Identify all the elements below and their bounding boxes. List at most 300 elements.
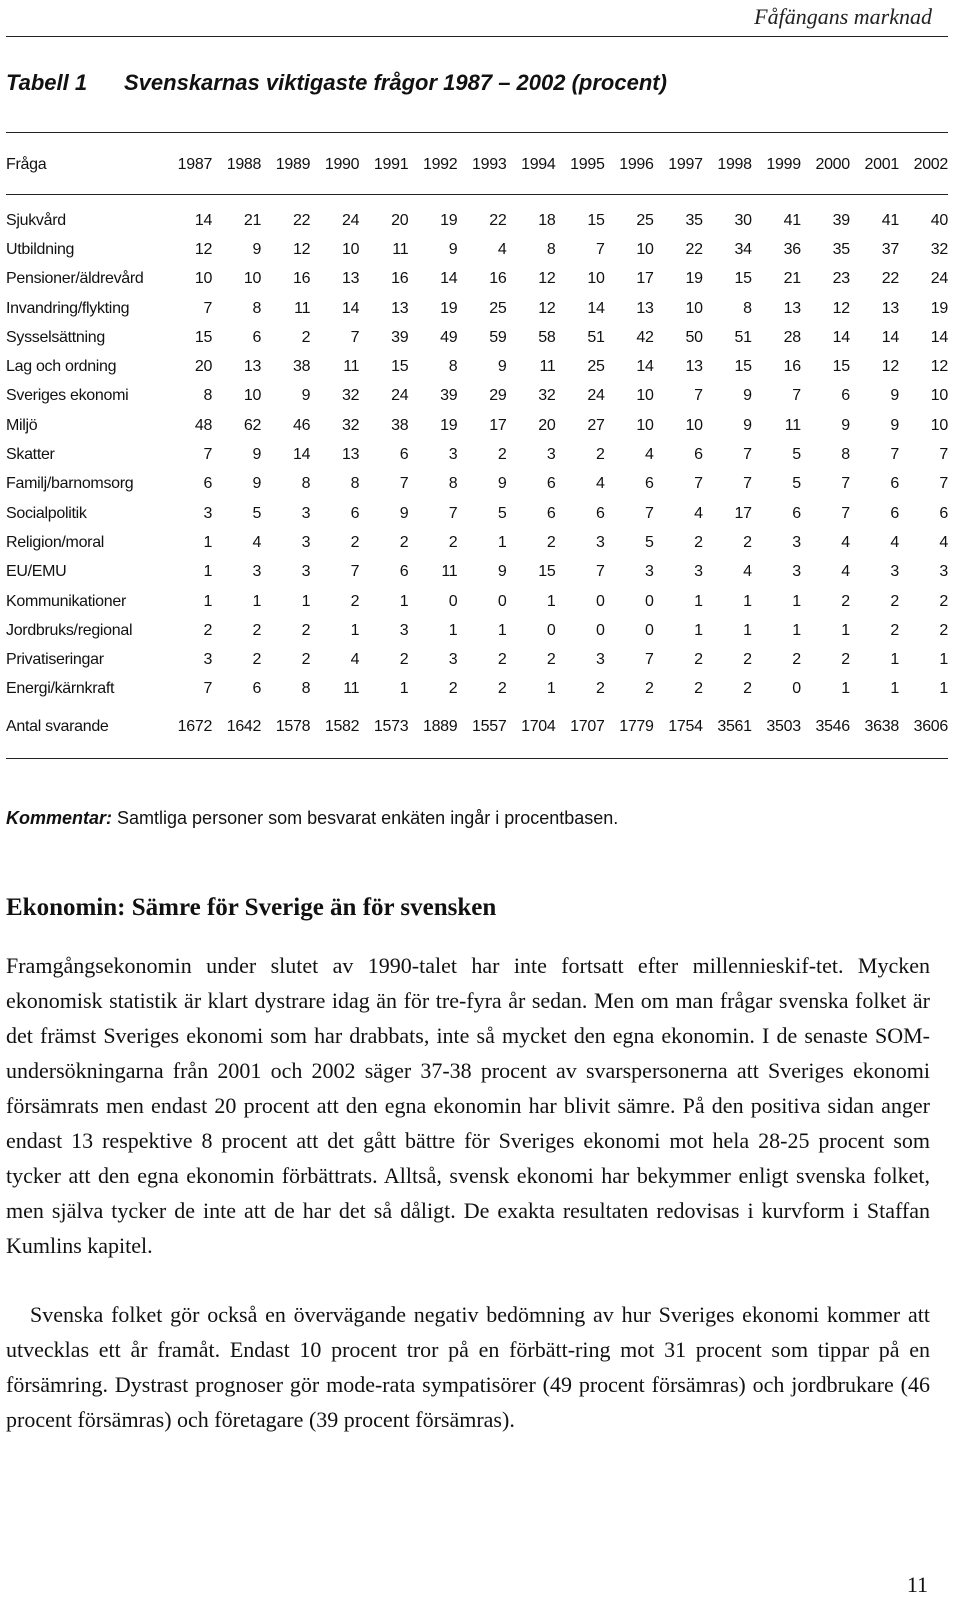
table-cell: 1	[399, 592, 409, 610]
table-cell: 4	[252, 533, 262, 551]
table-cell: 12	[930, 358, 948, 376]
row-label: Jordbruks/regional	[6, 621, 133, 639]
table-cell: 12	[538, 299, 556, 317]
table-cell: 9	[497, 358, 507, 376]
section-heading: Ekonomin: Sämre för Sverige än för svensken	[6, 894, 497, 921]
table-top-rule	[6, 132, 948, 133]
table-cell: 9	[743, 416, 752, 434]
total-cell: 1573	[373, 717, 409, 735]
table-cell: 29	[489, 387, 507, 405]
table-cell: 1	[497, 533, 507, 551]
table-cell: 2	[399, 651, 409, 669]
table-cell: 9	[743, 387, 752, 405]
table-row	[6, 265, 948, 294]
row-label: Familj/barnomsorg	[6, 475, 134, 493]
table-cell: 3	[645, 563, 654, 581]
row-label: Utbildning	[6, 240, 75, 258]
table-cell: 1	[203, 592, 213, 610]
table-cell: 1	[841, 680, 850, 698]
table-cell: 13	[783, 299, 801, 317]
table-cell: 6	[595, 504, 605, 522]
table-row	[6, 587, 948, 616]
table-cell: 7	[841, 504, 850, 522]
table-cell: 8	[301, 680, 311, 698]
table-cell: 1	[890, 651, 899, 669]
page-number: 11	[906, 1572, 928, 1597]
table-cell: 11	[784, 416, 801, 434]
table-cell: 1	[939, 680, 948, 698]
table-cell: 1	[694, 621, 703, 639]
year-header: 2002	[913, 155, 948, 173]
table-cell: 11	[294, 299, 311, 317]
table-row	[6, 206, 948, 235]
table-cell: 7	[890, 446, 899, 464]
table-cell: 38	[292, 358, 311, 376]
table-cell: 22	[685, 240, 703, 258]
table-cell: 40	[930, 211, 948, 229]
table-cell: 24	[342, 211, 360, 229]
table-cell: 6	[939, 504, 948, 522]
table-cell: 4	[350, 651, 360, 669]
table-cell: 2	[841, 592, 850, 610]
table-cell: 32	[342, 416, 360, 434]
table-cell: 15	[538, 563, 556, 581]
table-cell: 4	[841, 533, 850, 551]
table-cell: 1	[546, 680, 556, 698]
table-cell: 2	[743, 533, 752, 551]
total-cell: 1889	[422, 717, 458, 735]
year-header: 1999	[766, 155, 801, 173]
table-cell: 7	[595, 563, 605, 581]
table-total-row	[6, 712, 948, 741]
table-cell: 25	[636, 211, 654, 229]
total-cell: 3503	[766, 717, 801, 735]
table-cell: 2	[694, 651, 703, 669]
table-cell: 3	[694, 563, 703, 581]
table-cell: 13	[636, 299, 654, 317]
year-header: 1991	[373, 155, 409, 173]
table-cell: 34	[734, 240, 752, 258]
table-cell: 0	[595, 621, 605, 639]
table-cell: 5	[645, 533, 654, 551]
table-cell: 2	[546, 533, 556, 551]
table-cell: 1	[743, 592, 752, 610]
table-row	[6, 499, 948, 528]
table-body	[6, 206, 948, 704]
table-cell: 18	[538, 211, 556, 229]
table-cell: 19	[930, 299, 948, 317]
table-row	[6, 440, 948, 469]
table-cell: 39	[391, 328, 409, 346]
table-cell: 10	[930, 416, 948, 434]
table-cell: 46	[292, 416, 311, 434]
year-header: 1992	[422, 155, 458, 173]
table-cell: 2	[252, 621, 262, 639]
row-label: EU/EMU	[6, 563, 67, 581]
table-cell: 7	[350, 328, 360, 346]
table-cell: 35	[685, 211, 703, 229]
table-cell: 21	[783, 270, 801, 288]
table-cell: 9	[252, 240, 262, 258]
year-header: 1993	[472, 155, 507, 173]
table-bottom-rule	[6, 758, 948, 759]
table-cell: 16	[783, 358, 801, 376]
table-cell: 8	[252, 299, 262, 317]
table-cell: 2	[694, 533, 703, 551]
table-cell: 41	[783, 211, 801, 229]
table-cell: 21	[243, 211, 262, 229]
table-cell: 19	[440, 416, 458, 434]
table-cell: 19	[685, 270, 703, 288]
table-cell: 1	[203, 533, 213, 551]
table-cell: 4	[595, 475, 605, 493]
table-cell: 2	[890, 621, 899, 639]
total-cell: 1754	[668, 717, 703, 735]
table-row	[6, 675, 948, 704]
year-header: 2000	[815, 155, 850, 173]
table-cell: 2	[448, 533, 458, 551]
table-cell: 41	[881, 211, 899, 229]
table-cell: 3	[939, 563, 948, 581]
row-label: Pensioner/äldrevård	[6, 270, 144, 288]
table-cell: 2	[595, 680, 605, 698]
table-cell: 0	[546, 621, 556, 639]
table-cell: 14	[342, 299, 360, 317]
table-cell: 2	[939, 621, 948, 639]
table-cell: 14	[636, 358, 654, 376]
table-cell: 16	[391, 270, 409, 288]
table-cell: 7	[645, 651, 654, 669]
table-cell: 6	[399, 563, 409, 581]
table-cell: 2	[645, 680, 654, 698]
table-cell: 3	[546, 446, 556, 464]
table-cell: 17	[734, 504, 752, 522]
table-cell: 2	[497, 446, 507, 464]
table-cell: 5	[792, 446, 801, 464]
table-cell: 24	[587, 387, 605, 405]
table-row	[6, 294, 948, 323]
table-cell: 2	[203, 621, 213, 639]
table-cell: 8	[841, 446, 850, 464]
table-cell: 0	[448, 592, 458, 610]
total-cell: 1557	[472, 717, 507, 735]
total-label: Antal svarande	[6, 717, 109, 735]
table-cell: 22	[292, 211, 311, 229]
row-label: Skatter	[6, 446, 55, 464]
table-cell: 39	[832, 211, 850, 229]
table-cell: 4	[939, 533, 948, 551]
table-cell: 16	[292, 270, 311, 288]
total-cell: 1707	[570, 717, 605, 735]
row-label: Energi/kärnkraft	[6, 680, 115, 698]
table-cell: 27	[587, 416, 605, 434]
table-cell: 10	[194, 270, 213, 288]
row-label: Sjukvård	[6, 211, 66, 229]
table-cell: 5	[792, 475, 801, 493]
table-cell: 36	[783, 240, 801, 258]
table-cell: 14	[832, 328, 850, 346]
table-cell: 4	[890, 533, 899, 551]
table-cell: 12	[538, 270, 556, 288]
table-cell: 4	[645, 446, 654, 464]
table-cell: 2	[301, 621, 311, 639]
row-label: Religion/moral	[6, 533, 105, 551]
table-cell: 10	[636, 240, 654, 258]
table-cell: 12	[832, 299, 850, 317]
table-cell: 0	[595, 592, 605, 610]
table-cell: 38	[391, 416, 409, 434]
table-cell: 10	[930, 387, 948, 405]
table-cell: 12	[194, 240, 213, 258]
table-cell: 0	[497, 592, 507, 610]
year-header: 1989	[275, 155, 311, 173]
table-cell: 8	[448, 358, 458, 376]
table-cell: 19	[440, 211, 458, 229]
table-cell: 3	[595, 533, 605, 551]
table-cell: 1	[890, 680, 899, 698]
table-cell: 22	[881, 270, 899, 288]
table-cell: 0	[645, 621, 654, 639]
table-cell: 25	[489, 299, 507, 317]
table-cell: 7	[399, 475, 409, 493]
table-cell: 3	[595, 651, 605, 669]
row-label: Lag och ordning	[6, 358, 117, 376]
table-row	[6, 558, 948, 587]
table-cell: 2	[743, 651, 752, 669]
table-cell: 9	[497, 475, 507, 493]
row-label: Miljö	[6, 416, 38, 434]
table-cell: 8	[448, 475, 458, 493]
table-cell: 2	[595, 446, 605, 464]
total-cell: 1704	[521, 717, 556, 735]
table-cell: 7	[595, 240, 605, 258]
comment-text: Samtliga personer som besvarat enkäten ingår i procentbasen.	[112, 808, 619, 828]
table-cell: 9	[497, 563, 507, 581]
table-cell: 1	[792, 592, 801, 610]
table-cell: 6	[694, 446, 703, 464]
table-cell: 1	[694, 592, 703, 610]
year-header: 1997	[668, 155, 703, 173]
table-cell: 14	[587, 299, 605, 317]
table-cell: 2	[497, 680, 507, 698]
row-label: Privatiseringar	[6, 651, 104, 669]
table-cell: 19	[440, 299, 458, 317]
table-cell: 3	[448, 651, 458, 669]
table-cell: 7	[203, 299, 213, 317]
table-cell: 7	[448, 504, 458, 522]
table-cell: 6	[546, 504, 556, 522]
table-cell: 32	[538, 387, 556, 405]
table-cell: 1	[546, 592, 556, 610]
table-cell: 9	[890, 387, 899, 405]
table-cell: 35	[832, 240, 850, 258]
total-cell: 3546	[815, 717, 850, 735]
table-number: Tabell 1	[6, 70, 88, 95]
table-row	[6, 528, 948, 557]
table-cell: 0	[645, 592, 654, 610]
table-cell: 1	[448, 621, 458, 639]
table-cell: 1	[203, 563, 213, 581]
table-total	[6, 712, 948, 741]
table-cell: 58	[538, 328, 556, 346]
table-cell: 49	[440, 328, 458, 346]
table-row	[6, 616, 948, 645]
table-cell: 6	[841, 387, 850, 405]
year-header: 1994	[521, 155, 556, 173]
year-header: 1987	[177, 155, 213, 173]
table-cell: 10	[685, 299, 703, 317]
table-cell: 62	[243, 416, 262, 434]
table-cell: 4	[841, 563, 850, 581]
table-row	[6, 352, 948, 381]
table-cell: 10	[636, 387, 654, 405]
table-cell: 7	[203, 446, 213, 464]
table-cell: 11	[539, 358, 556, 376]
table-cell: 50	[685, 328, 703, 346]
table-cell: 7	[203, 680, 213, 698]
table-cell: 1	[350, 621, 360, 639]
table-cell: 6	[252, 328, 262, 346]
table-cell: 13	[243, 358, 262, 376]
table-cell: 7	[939, 446, 948, 464]
table-row	[6, 235, 948, 264]
table-cell: 6	[792, 504, 801, 522]
year-header: 1988	[226, 155, 262, 173]
table-cell: 6	[350, 504, 360, 522]
table-cell: 32	[930, 240, 948, 258]
total-cell: 3606	[913, 717, 948, 735]
table-cell: 2	[497, 651, 507, 669]
row-label: Sysselsättning	[6, 328, 105, 346]
table-cell: 32	[342, 387, 360, 405]
table-cell: 14	[194, 211, 213, 229]
table-cell: 8	[301, 475, 311, 493]
table-cell: 3	[301, 563, 311, 581]
table-cell: 2	[890, 592, 899, 610]
running-header: Fåfängans marknad	[754, 4, 932, 29]
table-cell: 3	[792, 533, 801, 551]
row-label: Sveriges ekonomi	[6, 387, 129, 405]
total-cell: 1578	[275, 717, 311, 735]
table-cell: 30	[734, 211, 752, 229]
table-cell: 2	[448, 680, 458, 698]
table-cell: 7	[939, 475, 948, 493]
table-cell: 6	[546, 475, 556, 493]
table-cell: 1	[252, 592, 262, 610]
table-cell: 15	[832, 358, 850, 376]
table-cell: 24	[391, 387, 409, 405]
table-cell: 4	[497, 240, 507, 258]
table-cell: 5	[497, 504, 507, 522]
table-cell: 6	[645, 475, 654, 493]
table-cell: 7	[694, 475, 703, 493]
table-cell: 20	[391, 211, 409, 229]
table-row	[6, 411, 948, 440]
table-cell: 10	[243, 387, 262, 405]
table-cell: 13	[881, 299, 899, 317]
table-cell: 2	[301, 651, 311, 669]
comment-lead: Kommentar:	[6, 808, 113, 828]
table-cell: 3	[252, 563, 262, 581]
year-header: 1995	[570, 155, 605, 173]
total-cell: 1672	[177, 717, 213, 735]
total-cell: 1582	[324, 717, 360, 735]
table-cell: 13	[685, 358, 703, 376]
table-cell: 3	[890, 563, 899, 581]
table-cell: 17	[636, 270, 654, 288]
table-cell: 9	[252, 475, 262, 493]
table-cell: 10	[587, 270, 605, 288]
table-cell: 16	[489, 270, 507, 288]
table-cell: 25	[587, 358, 605, 376]
table-cell: 2	[350, 592, 360, 610]
table-cell: 15	[194, 328, 213, 346]
table-cell: 3	[792, 563, 801, 581]
table-cell: 9	[252, 446, 262, 464]
row-label: Invandring/flykting	[6, 299, 130, 317]
total-cell: 1779	[619, 717, 654, 735]
table-cell: 59	[489, 328, 507, 346]
table-cell: 6	[399, 446, 409, 464]
table-cell: 14	[292, 446, 311, 464]
table-row	[6, 470, 948, 499]
table-cell: 10	[342, 240, 360, 258]
table-cell: 7	[743, 446, 752, 464]
table-cell: 13	[342, 446, 360, 464]
table-cell: 9	[448, 240, 458, 258]
table-cell: 1	[497, 621, 507, 639]
table-cell: 15	[391, 358, 409, 376]
table-cell: 24	[930, 270, 948, 288]
table-cell: 8	[350, 475, 360, 493]
table-row	[6, 323, 948, 352]
table-cell: 8	[743, 299, 752, 317]
table-row	[6, 645, 948, 674]
table-cell: 7	[645, 504, 654, 522]
year-header: 1996	[619, 155, 654, 173]
row-label: Kommunikationer	[6, 592, 127, 610]
table-cell: 11	[343, 680, 360, 698]
table-cell: 10	[243, 270, 262, 288]
table-cell: 11	[441, 563, 458, 581]
table-cell: 3	[448, 446, 458, 464]
table-cell: 6	[890, 475, 899, 493]
table-cell: 6	[252, 680, 262, 698]
table-header-row	[6, 150, 948, 179]
table-cell: 12	[292, 240, 311, 258]
year-header: 1998	[717, 155, 752, 173]
table-header-rule	[6, 194, 948, 195]
table-cell: 5	[252, 504, 262, 522]
table-header	[6, 150, 948, 179]
table-cell: 9	[890, 416, 899, 434]
table-cell: 8	[203, 387, 213, 405]
table-cell: 9	[841, 416, 850, 434]
table-cell: 8	[546, 240, 556, 258]
total-cell: 3561	[717, 717, 752, 735]
header-rule	[6, 36, 948, 37]
table-cell: 3	[301, 504, 311, 522]
table-row	[6, 382, 948, 411]
table-cell: 4	[694, 504, 703, 522]
table-cell: 20	[538, 416, 556, 434]
table-cell: 2	[252, 651, 262, 669]
total-cell: 3638	[864, 717, 899, 735]
table-cell: 1	[743, 621, 752, 639]
table-cell: 15	[734, 358, 752, 376]
table-cell: 6	[203, 475, 213, 493]
table-cell: 7	[350, 563, 360, 581]
